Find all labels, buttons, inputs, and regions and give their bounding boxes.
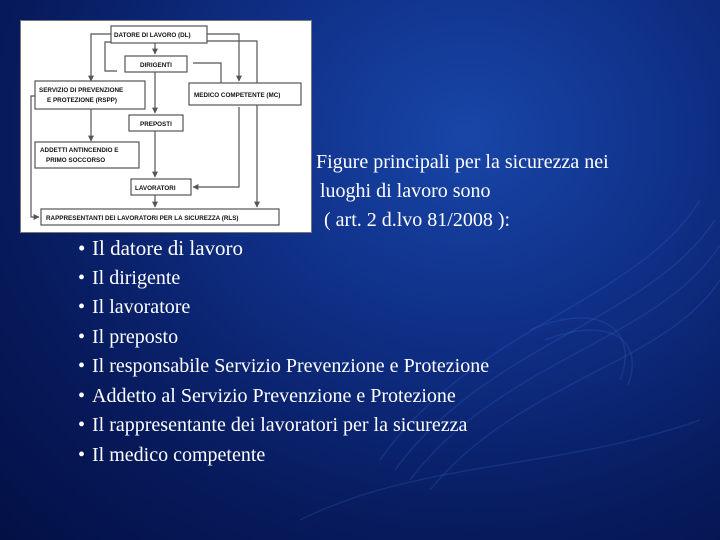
diagram-text: PRIMO SOCCORSO: [46, 157, 106, 164]
bullet-icon: •: [78, 236, 86, 260]
intro-line-2: luoghi di lavoro sono: [320, 180, 491, 202]
bullet-icon: •: [78, 266, 86, 289]
list-item: • Il dirigente: [78, 264, 489, 294]
box-rspp: [35, 81, 145, 109]
box-medico-competente: [189, 83, 301, 105]
diagram-text: LAVORATORI: [135, 185, 176, 192]
diagram-text: MEDICO COMPETENTE (MC): [194, 92, 281, 99]
intro-line-1: Figure principali per la sicurezza nei: [316, 151, 609, 173]
diagram-text: SERVIZIO DI PREVENZIONE: [39, 87, 124, 94]
diagram-text: DIRIGENTI: [140, 62, 172, 69]
diagram-text: RAPPRESENTANTI DEI LAVORATORI PER LA SICUREZZA (RLS): [46, 215, 239, 222]
box-lavoratori: [131, 179, 191, 195]
diagram-text: ADDETTI ANTINCENDIO E: [40, 147, 119, 154]
list-item: • Il responsabile Servizio Prevenzione e Protezione: [78, 352, 489, 382]
intro-line-3: ( art. 2 d.lvo 81/2008 ):: [324, 209, 511, 231]
box-dirigenti: [125, 56, 187, 72]
list-item: • Addetto al Servizio Prevenzione e Protezione: [78, 382, 489, 412]
diagram-text: PREPOSTI: [140, 121, 172, 128]
bullet-icon: •: [78, 443, 86, 466]
intro-text: [316, 148, 609, 235]
bullet-icon: •: [78, 384, 86, 407]
box-preposti: [129, 115, 183, 131]
bullet-icon: •: [78, 296, 86, 318]
figures-list: [78, 234, 489, 470]
bullet-icon: •: [78, 414, 86, 436]
bullet-icon: •: [78, 355, 86, 377]
list-item: • Il preposto: [78, 323, 489, 353]
list-item: • Il datore di lavoro: [78, 234, 489, 264]
diagram-text: E PROTEZIONE (RSPP): [47, 97, 117, 104]
box-rls: [41, 209, 279, 225]
bullet-icon: •: [78, 325, 86, 348]
organization-diagram: [20, 20, 312, 233]
box-datore-di-lavoro: [111, 26, 207, 43]
list-item: • Il rappresentante dei lavoratori per la sicurezza: [78, 411, 489, 441]
list-item: • Il medico competente: [78, 441, 489, 471]
list-item: • Il lavoratore: [78, 293, 489, 323]
diagram-text: DATORE DI LAVORO (DL): [114, 32, 191, 39]
box-addetti: [35, 142, 139, 168]
